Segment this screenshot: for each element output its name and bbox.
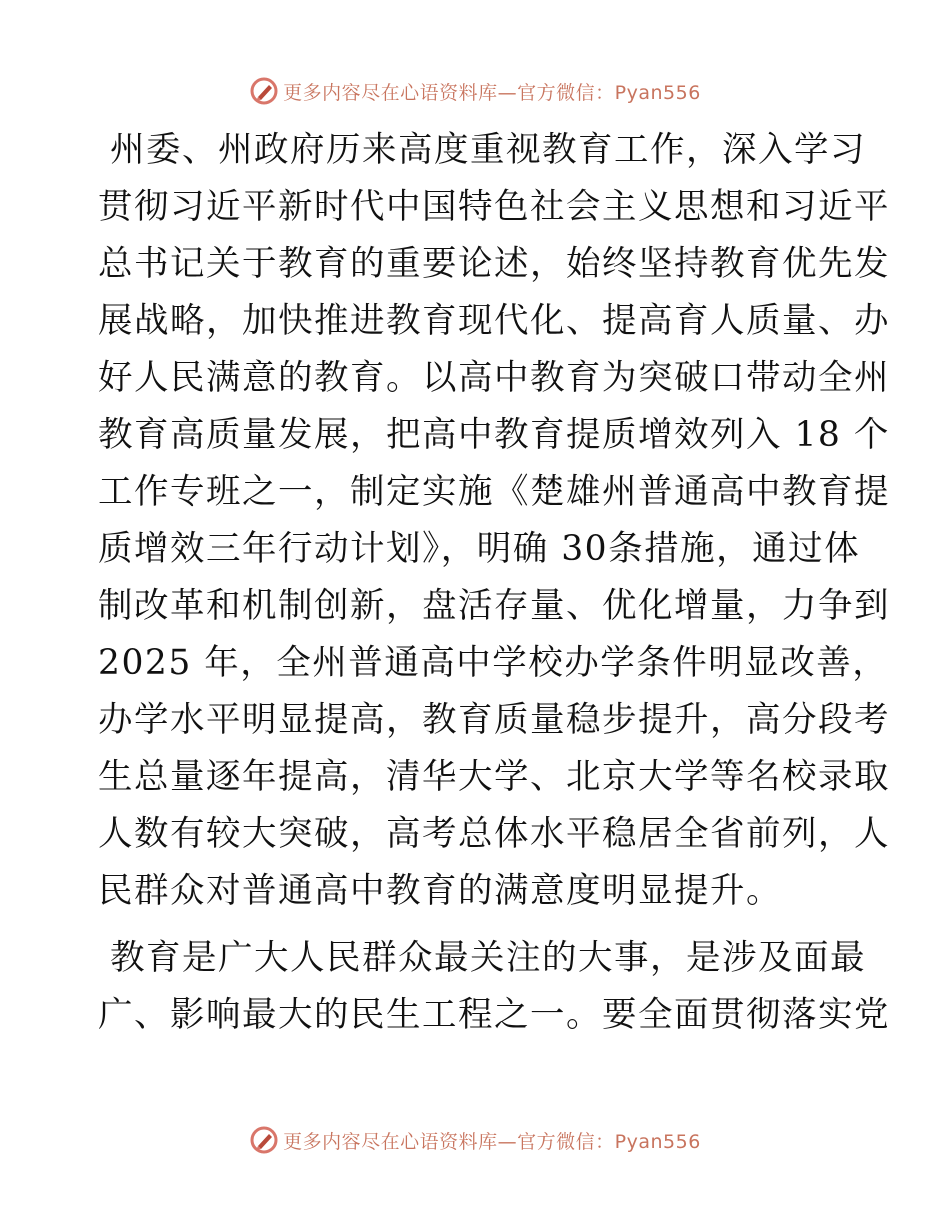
text-line: 生总量逐年提高，清华大学、北京大学等名校录取 <box>98 757 890 797</box>
watermark-text: 更多内容尽在心语资料库—官方微信：Pyan556 <box>283 81 701 104</box>
header-watermark <box>0 71 950 111</box>
paragraph-2 <box>98 930 890 1044</box>
text-line: 民群众对普通高中教育的满意度明显提升。 <box>98 871 782 911</box>
text-line: 教育高质量发展，把高中教育提质增效列入 18 个 <box>98 415 890 455</box>
text-line: 展战略，加快推进教育现代化、提高育人质量、办 <box>98 301 890 341</box>
paragraph-1 <box>98 122 890 920</box>
text-line: 好人民满意的教育。以高中教育为突破口带动全州 <box>98 358 890 398</box>
text-line: 州委、州政府历来高度重视教育工作，深入学习 <box>110 130 866 170</box>
paragraph-spacer <box>98 920 858 930</box>
document-body <box>98 122 890 1044</box>
pen-logo-icon <box>249 1125 279 1155</box>
text-line: 质增效三年行动计划》，明确 30条措施，通过体 <box>98 529 861 569</box>
text-line: 工作专班之一，制定实施《楚雄州普通高中教育提 <box>98 472 890 512</box>
pen-logo-icon <box>249 76 279 106</box>
text-line: 教育是广大人民群众最关注的大事，是涉及面最 <box>110 938 866 978</box>
watermark-text: 更多内容尽在心语资料库—官方微信：Pyan556 <box>283 1130 701 1153</box>
footer-watermark <box>0 1120 950 1160</box>
text-line: 广、影响最大的民生工程之一。要全面贯彻落实党 <box>98 995 890 1035</box>
text-line: 办学水平明显提高，教育质量稳步提升，高分段考 <box>98 700 890 740</box>
text-line: 制改革和机制创新，盘活存量、优化增量，力争到 <box>98 586 890 626</box>
text-line: 贯彻习近平新时代中国特色社会主义思想和习近平 <box>98 187 890 227</box>
text-line: 总书记关于教育的重要论述，始终坚持教育优先发 <box>98 244 890 284</box>
text-line: 人数有较大突破，高考总体水平稳居全省前列，人 <box>98 814 890 854</box>
text-line: 2025 年，全州普通高中学校办学条件明显改善， <box>98 643 889 683</box>
